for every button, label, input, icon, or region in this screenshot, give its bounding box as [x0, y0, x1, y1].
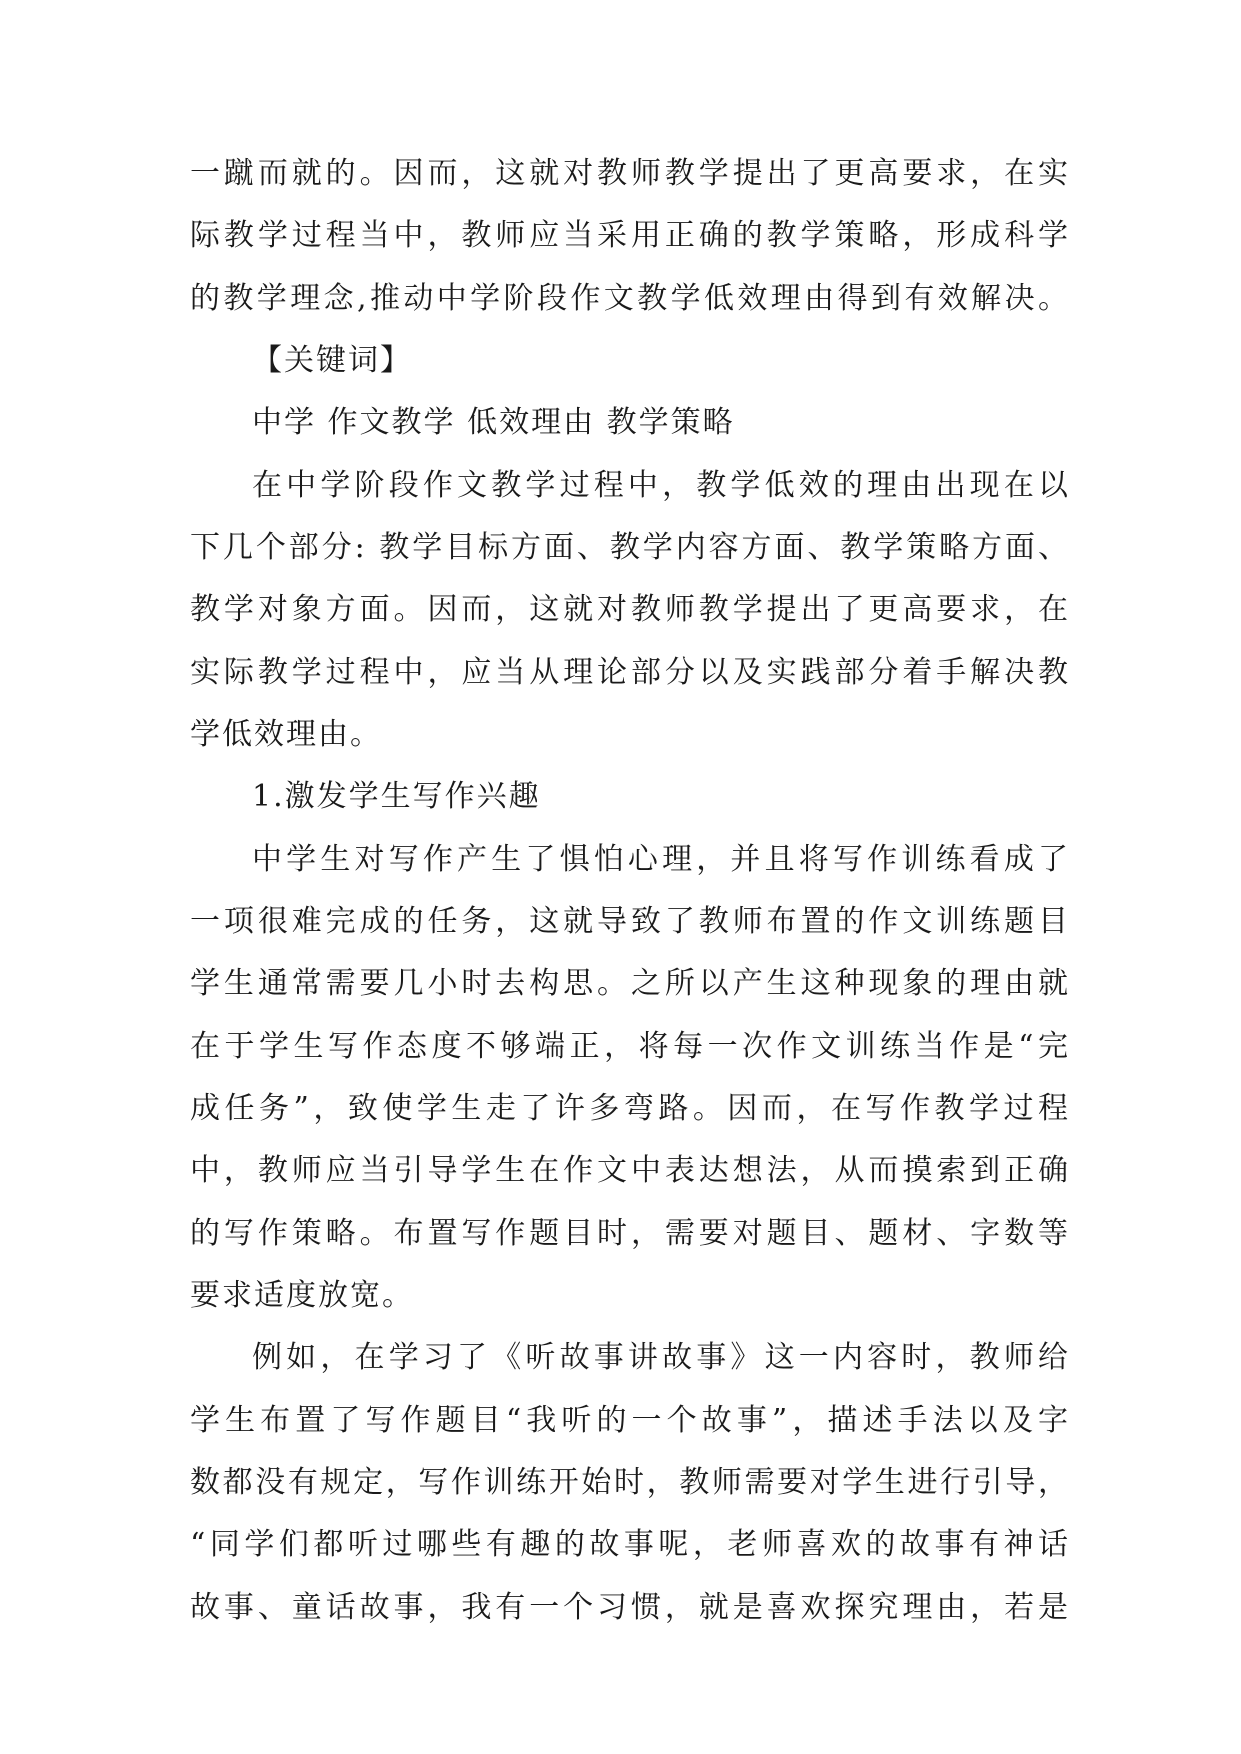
text-line: 在中学阶段作文教学过程中，教学低效的理由出现在以: [252, 468, 1070, 503]
text-line: 际教学过程当中，教师应当采用正确的教学策略，形成科学: [190, 218, 1070, 253]
text-line: 学低效理由。: [190, 717, 382, 752]
text-line: 的写作策略。布置写作题目时，需要对题目、题材、字数等: [190, 1216, 1070, 1251]
text-line: 例如，在学习了《听故事讲故事》这一内容时，教师给: [252, 1340, 1070, 1375]
text-line: 要求适度放宽。: [190, 1278, 414, 1313]
text-line: 数都没有规定，写作训练开始时，教师需要对学生进行引导，: [190, 1465, 1070, 1500]
text-line: 学生通常需要几小时去构思。之所以产生这种现象的理由就: [190, 966, 1070, 1001]
text-line: 故事、童话故事，我有一个习惯，就是喜欢探究理由，若是: [190, 1590, 1070, 1625]
text-line: 中，教师应当引导学生在作文中表达想法，从而摸索到正确: [190, 1153, 1070, 1188]
section-heading: 1.激发学生写作兴趣: [252, 779, 541, 814]
text-line: 下几个部分: 教学目标方面、教学内容方面、教学策略方面、: [190, 530, 1070, 565]
text-line: 一项很难完成的任务，这就导致了教师布置的作文训练题目: [190, 904, 1070, 939]
text-line: 一蹴而就的。因而，这就对教师教学提出了更高要求，在实: [190, 156, 1070, 191]
text-line: 在于学生写作态度不够端正，将每一次作文训练当作是“完: [190, 1029, 1070, 1064]
text-line: 中学生对写作产生了惧怕心理，并且将写作训练看成了: [252, 842, 1070, 877]
text-line: 教学对象方面。因而，这就对教师教学提出了更高要求，在: [190, 592, 1070, 627]
text-line: 成任务”，致使学生走了许多弯路。因而，在写作教学过程: [190, 1091, 1070, 1126]
text-line: 实际教学过程中，应当从理论部分以及实践部分着手解决教: [190, 655, 1070, 690]
text-line: “同学们都听过哪些有趣的故事呢，老师喜欢的故事有神话: [190, 1527, 1070, 1562]
text-line: 学生布置了写作题目“我听的一个故事”，描述手法以及字: [190, 1403, 1070, 1438]
keywords-heading: 【关键词】: [252, 343, 412, 378]
keywords-list: 中学 作文教学 低效理由 教学策略: [252, 405, 735, 440]
text-line: 的教学理念,推动中学阶段作文教学低效理由得到有效解决。: [190, 281, 1070, 316]
